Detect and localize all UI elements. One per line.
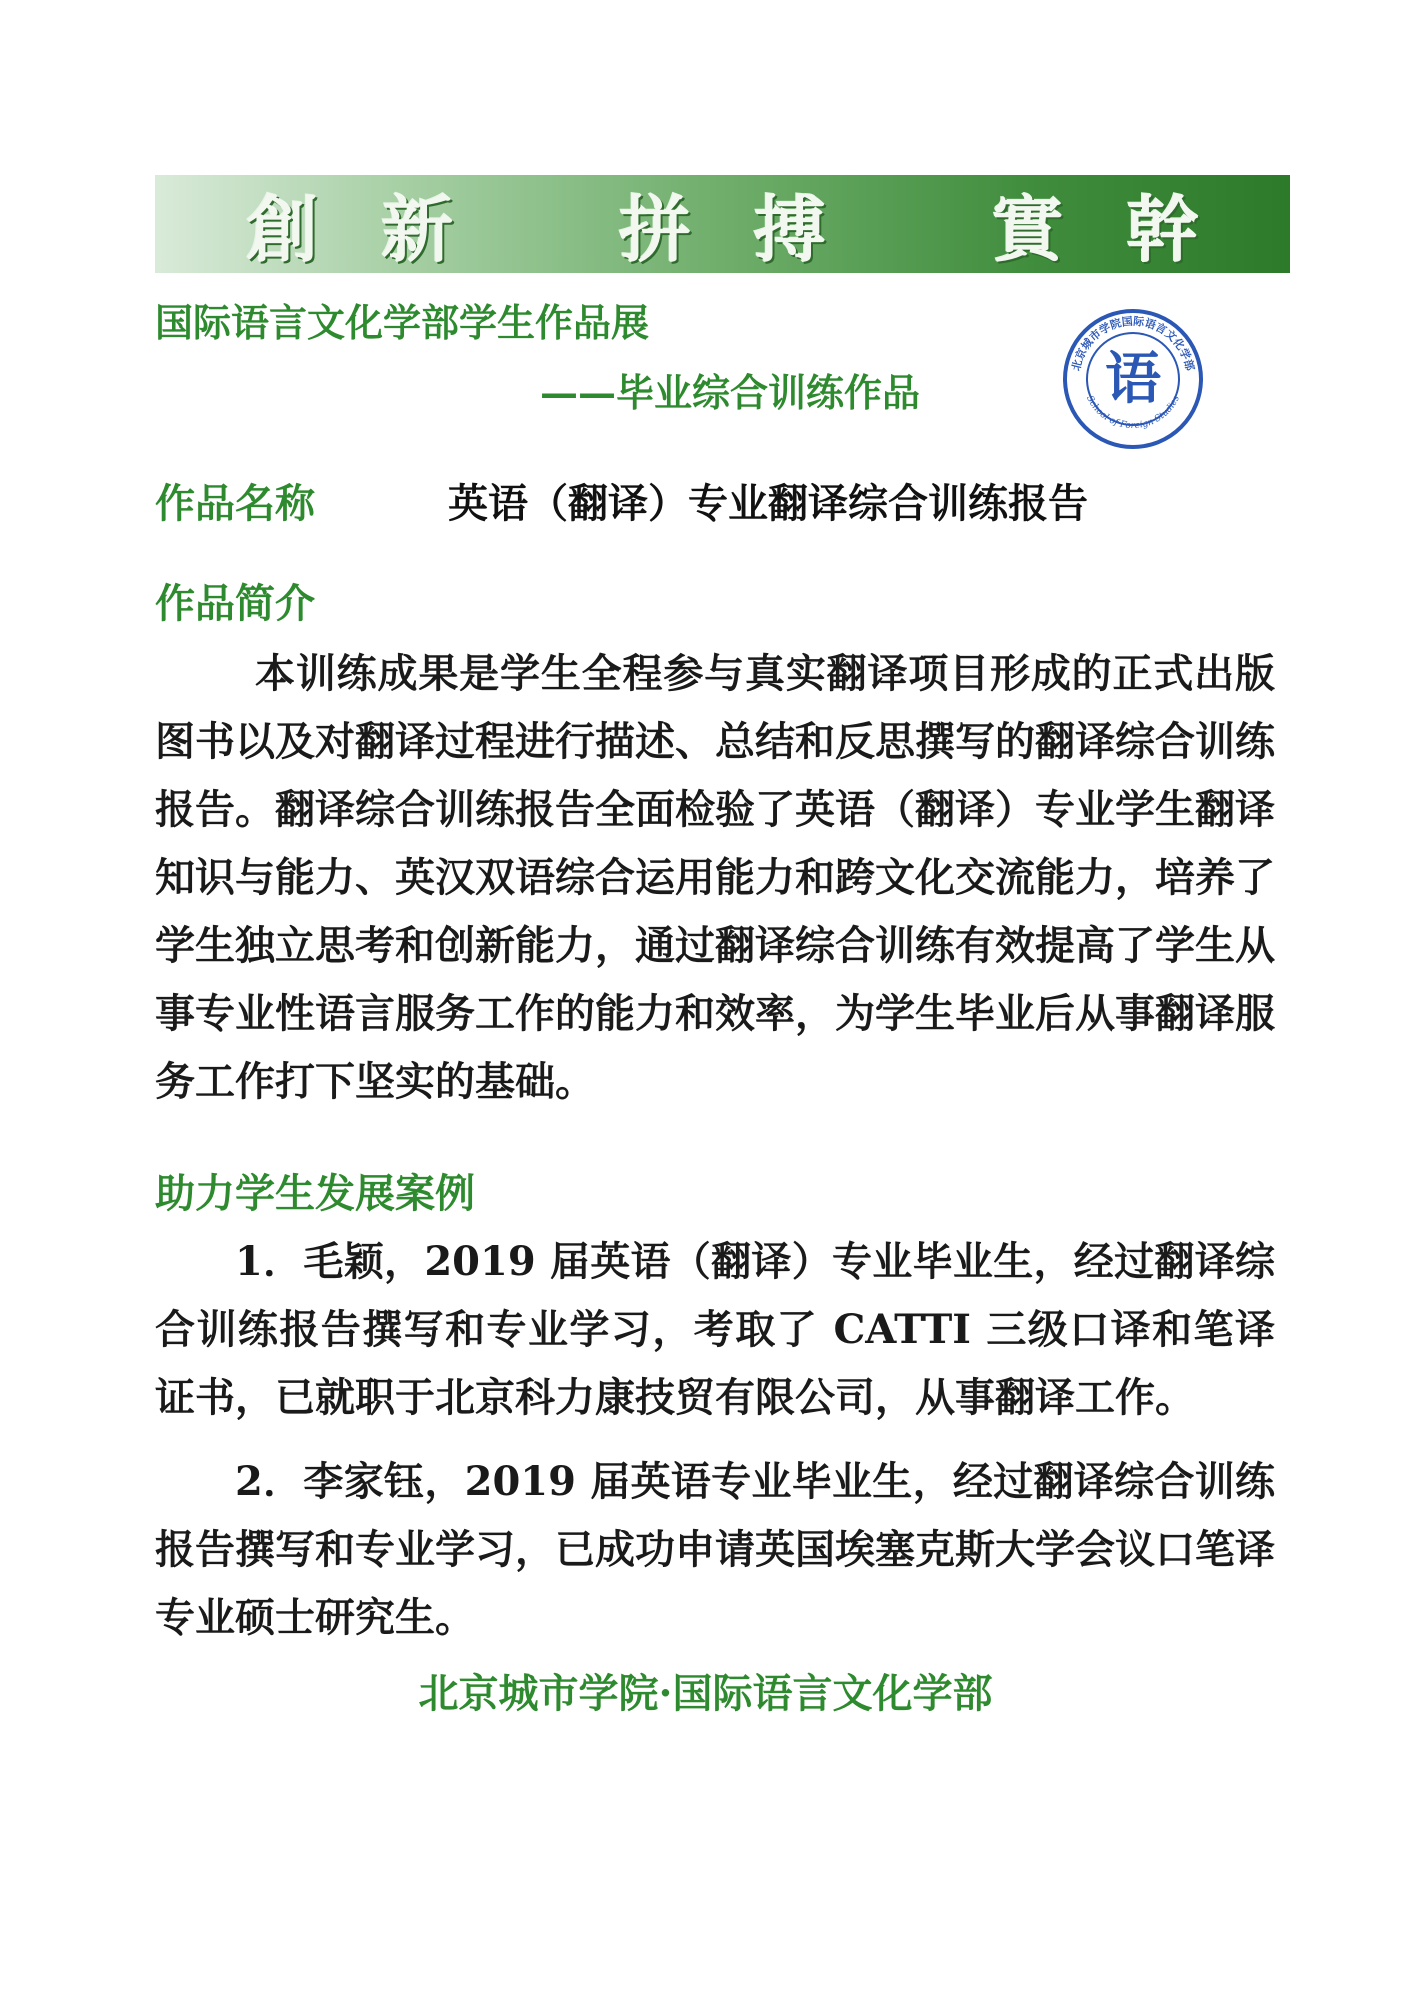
banner-char: 幹 xyxy=(1126,187,1199,272)
case-item: 1．毛颖，2019 届英语（翻译）专业毕业生，经过翻译综合训练报告撰写和专业学习，考取了 CATTI 三级口译和笔译证书，已就职于北京科力康技贸有限公司，从事翻译工作。 xyxy=(155,1238,1275,1421)
intro-label: 作品简介 xyxy=(155,580,315,627)
page-title: 国际语言文化学部学生作品展 xyxy=(155,300,650,345)
seal-english-text: School of Foreign Studies xyxy=(1084,394,1182,432)
work-name-label: 作品名称 xyxy=(155,480,315,527)
banner-char: 新 xyxy=(381,187,454,272)
footer-text: 北京城市学院·国际语言文化学部 xyxy=(418,1670,993,1717)
banner-char: 搏 xyxy=(753,187,826,272)
banner-char: 拼 xyxy=(619,187,692,272)
cases-label: 助力学生发展案例 xyxy=(155,1170,475,1217)
seal-center-char: 语 xyxy=(1105,346,1161,412)
intro-paragraph: 本训练成果是学生全程参与真实翻译项目形成的正式出版图书以及对翻译过程进行描述、总结和反思撰写的翻译综合训练报告。翻译综合训练报告全面检验了英语（翻译）专业学生翻译知识与能力、英汉双语综合运用能力和跨文化交流能力，培养了学生独立思考和创新能力，通过翻译综合训练有效提高了学生从事专业性语言服务工作的能力和效率，为学生毕业后从事翻译服务工作打下坚实的基础。 xyxy=(155,650,1275,1105)
school-seal-icon xyxy=(1062,308,1204,450)
work-name-value: 英语（翻译）专业翻译综合训练报告 xyxy=(448,480,1088,527)
case-item: 2．李家钰，2019 届英语专业毕业生，经过翻译综合训练报告撰写和专业学习，已成功申请英国埃塞克斯大学会议口笔译专业硕士研究生。 xyxy=(155,1458,1275,1641)
slogan-banner xyxy=(155,175,1290,273)
banner-char: 創 xyxy=(246,187,319,272)
page-subtitle: ——毕业综合训练作品 xyxy=(540,370,921,415)
seal-ring-text: 北京城市学院国际语言文化学部 xyxy=(1069,314,1197,373)
banner-char: 實 xyxy=(991,187,1064,272)
